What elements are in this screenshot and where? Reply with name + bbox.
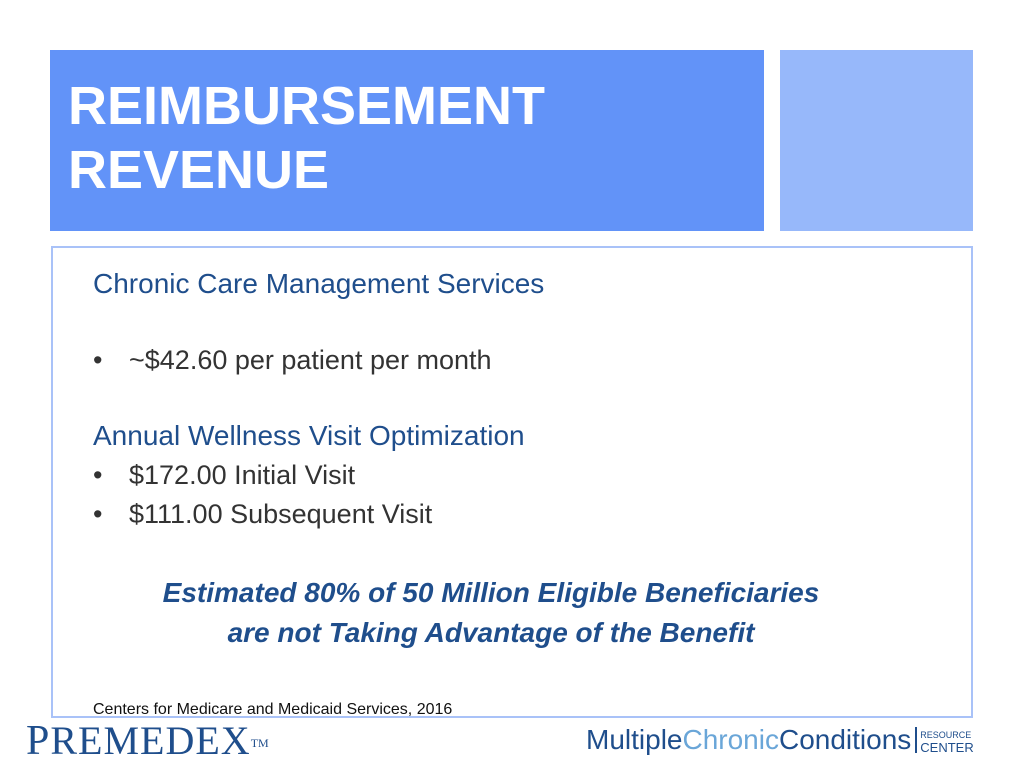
logo-word-conditions: Conditions (778, 724, 912, 755)
slide-title-line-1: REIMBURSEMENT (68, 76, 546, 136)
callout-line-2: are not Taking Advantage of the Benefit (227, 617, 755, 648)
bullet-text: ~$42.60 per patient per month (129, 345, 492, 375)
bullet-dot: • (93, 499, 103, 529)
bullet-ccm-rate (93, 345, 492, 376)
callout-statement (53, 573, 929, 653)
mcc-resource-center-logo (586, 722, 974, 762)
premedex-logo-initial: P (26, 718, 51, 764)
trademark-mark: TM (250, 736, 269, 750)
premedex-logo (26, 719, 269, 763)
section-heading-awv: Annual Wellness Visit Optimization (93, 420, 525, 451)
bullet-dot: • (93, 460, 103, 490)
bullet-dot: • (93, 345, 103, 375)
logo-separator (915, 727, 917, 753)
bullet-text: $111.00 Subsequent Visit (129, 499, 433, 529)
slide-title (68, 74, 545, 202)
decorative-side-block (780, 50, 973, 231)
section-heading-ccm: Chronic Care Management Services (93, 268, 545, 299)
bullet-awv-subsequent (93, 499, 432, 530)
bullet-awv-initial (93, 460, 355, 491)
source-citation: Centers for Medicare and Medicaid Services, 2016 (93, 701, 453, 718)
logo-word-center: CENTER (920, 740, 974, 755)
bullet-text: $172.00 Initial Visit (129, 460, 356, 490)
title-banner (50, 50, 764, 231)
content-panel (51, 246, 973, 718)
premedex-logo-rest: REMEDEX (50, 718, 251, 763)
logo-resource-center (920, 729, 973, 754)
logo-word-chronic: Chronic (682, 724, 779, 755)
logo-word-resource: RESOURCE (920, 730, 972, 740)
logo-word-multiple: Multiple (586, 724, 683, 755)
slide-title-line-2: REVENUE (68, 140, 330, 200)
callout-line-1: Estimated 80% of 50 Million Eligible Beneficiaries (162, 577, 820, 608)
